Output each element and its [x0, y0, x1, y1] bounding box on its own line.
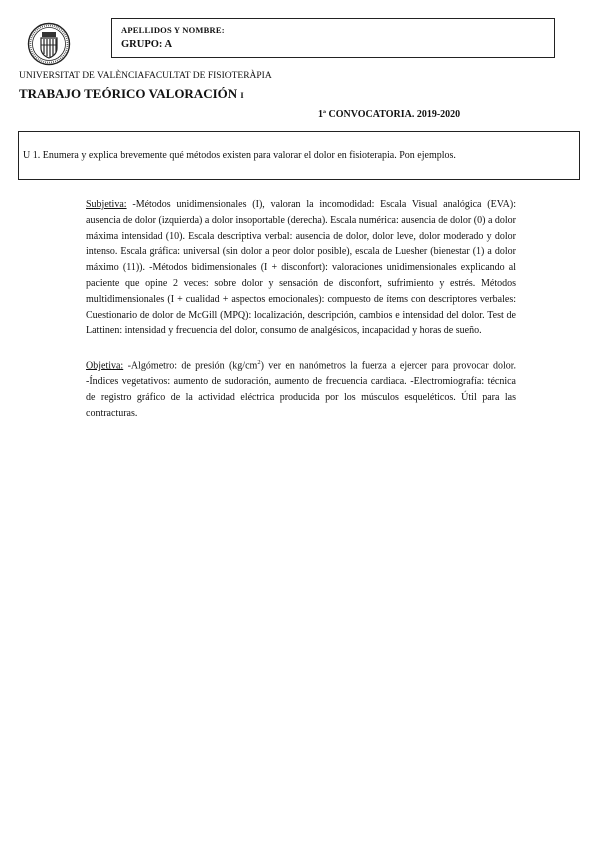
title-main: TRABAJO TEÓRICO VALORACIÓN: [19, 86, 238, 101]
student-info-box: [111, 18, 555, 58]
answer-body: [86, 197, 516, 437]
objective-label: Objetiva:: [86, 360, 124, 372]
question-text: U 1. Enumera y explica brevemente qué métodos existen para valorar el dolor en fisioterapia. Pon ejemplos.: [23, 150, 456, 161]
question-box: [18, 131, 580, 180]
objective-paragraph: [86, 355, 516, 422]
university-faculty-line: UNIVERSITAT DE VALÈNCIAFACULTAT DE FISIOTERÀPIA: [19, 71, 272, 81]
page-title: [19, 86, 244, 102]
name-label: APELLIDOS Y NOMBRE:: [121, 25, 225, 35]
subjective-paragraph: [86, 197, 516, 339]
objective-superscript: 2: [257, 358, 261, 366]
title-suffix: I: [240, 90, 244, 100]
subjective-label: Subjetiva:: [86, 199, 127, 210]
convocatoria-label: 1ª CONVOCATORIA. 2019-2020: [318, 109, 461, 120]
objective-text-part2: ) ver en nanómetros la fuerza a ejercer para provocar dolor. -Índices vegetativos: aumento de sudoración, aumento de frecuencia cardiaca. -Electromiografía: técnica de registro gráfico de la actividad eléctrica producida por los músculos esqueléticos. Útil para las contracturas.: [86, 360, 516, 419]
group-label: GRUPO: A: [121, 39, 173, 50]
university-seal-logo: [27, 22, 71, 66]
subjective-text: -Métodos unidimensionales (I), valoran la incomodidad: Escala Visual analógica (EVA): ausencia de dolor (izquierda) a dolor insoportable (derecha). Escala numérica: ausencia de dolor (0) a dolor máxima intensidad (10). Escala descriptiva verbal: ausencia de dolor, dolor leve, dolor moderado y dolor intenso. Escala gráfica: universal (sin dolor a peor dolor posible), escala de Luesher (bienestar (1) a dolor máximo (11)). -Métodos bidimensionales (I + disconfort): valoraciones unidimensionales explicando al paciente que opine 2 veces: sobre dolor y sensación de disconfort, sufrimiento y estrés. Métodos multidimensionales (I + cualidad + aspectos emocionales): compuesto de ítems con descriptores verbales: Cuestionario de dolor de McGill (MPQ): localización, descripción, cambios e intensidad del dolor. Test de Lattinen: intensidad y frecuencia del dolor, consumo de analgésicos, incapacidad y horas de sueño.: [86, 199, 516, 337]
objective-text-part1: -Algómetro: de presión (kg/cm: [123, 360, 258, 372]
